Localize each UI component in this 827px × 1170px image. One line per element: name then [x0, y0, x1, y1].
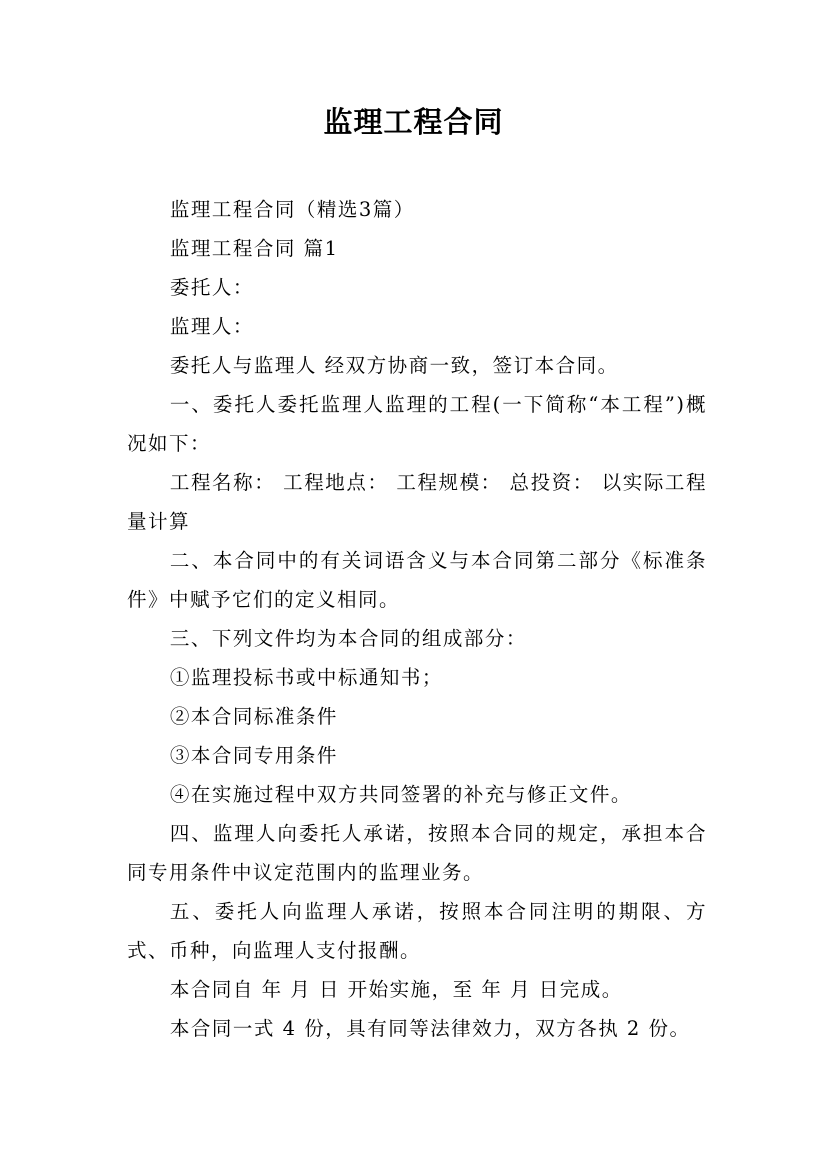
document-body	[127, 190, 707, 1048]
document-title: 监理工程合同	[323, 105, 504, 139]
paragraph-project-info: 工程名称： 工程地点： 工程规模： 总投资： 以实际工程量计算	[127, 471, 707, 533]
paragraph-clause-5: 五、委托人向监理人承诺，按照本合同注明的期限、方式、币种，向监理人支付报酬。	[127, 900, 707, 962]
paragraph-clause-1: 一、委托人委托监理人监理的工程(一下简称“本工程”)概况如下：	[127, 393, 707, 455]
paragraph-clause-2: 二、本合同中的有关词语含义与本合同第二部分《标准条件》中赋予它们的定义相同。	[127, 549, 707, 611]
list-item-document-3: ③本合同专用条件	[169, 744, 338, 767]
list-item-document-2: ②本合同标准条件	[169, 705, 338, 728]
paragraph-clause-4: 四、监理人向委托人承诺，按照本合同的规定，承担本合同专用条件中议定范围内的监理业务。	[127, 822, 707, 884]
paragraph-copies: 本合同一式 4 份，具有同等法律效力，双方各执 2 份。	[169, 1017, 691, 1040]
paragraph-section-heading: 监理工程合同 篇1	[169, 237, 339, 260]
list-item-document-4: ④在实施过程中双方共同签署的补充与修正文件。	[169, 783, 632, 806]
paragraph-supervisor: 监理人：	[169, 315, 254, 338]
paragraph-term: 本合同自 年 月 日 开始实施，至 年 月 日完成。	[169, 978, 623, 1001]
paragraph-agreement: 委托人与监理人 经双方协商一致，签订本合同。	[169, 354, 619, 377]
list-item-document-1: ①监理投标书或中标通知书；	[169, 666, 443, 689]
paragraph-subtitle: 监理工程合同（精选3篇）	[169, 198, 415, 221]
paragraph-clause-3: 三、下列文件均为本合同的组成部分：	[169, 627, 527, 650]
paragraph-client: 委托人：	[169, 276, 254, 299]
